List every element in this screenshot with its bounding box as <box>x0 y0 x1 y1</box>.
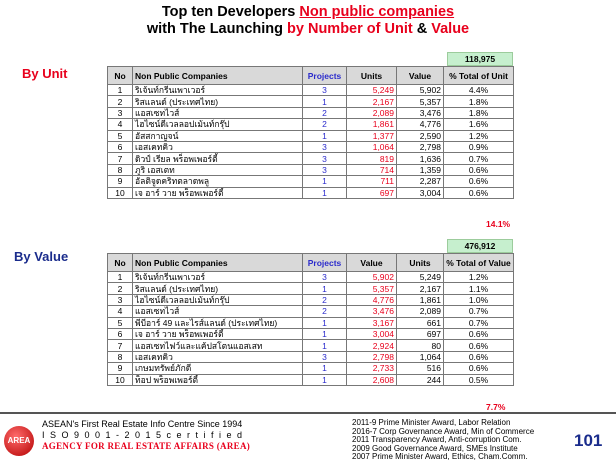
cell-no: 10 <box>108 187 133 198</box>
cell-company: ไฮไซน์ดีเวลลอปเม้นท์กรุ๊ป <box>133 294 303 305</box>
cell-projects: 3 <box>303 272 347 283</box>
cell-company: ภูริ เอสเตท <box>133 164 303 175</box>
cell-value: 2,590 <box>397 130 444 141</box>
cell-value: 3,476 <box>397 107 444 118</box>
cell-pct: 0.6% <box>444 340 514 351</box>
table-row <box>108 107 514 118</box>
table-row <box>108 340 514 351</box>
col-no: No <box>108 67 133 85</box>
cell-value: 3,167 <box>347 317 397 328</box>
value-pct-sum: 7.7% <box>486 402 506 412</box>
cell-units: 711 <box>347 176 397 187</box>
cell-pct: 1.2% <box>444 130 514 141</box>
cell-pct: 0.6% <box>444 176 514 187</box>
table-row <box>108 294 514 305</box>
cell-units: 714 <box>347 164 397 175</box>
table-row <box>108 272 514 283</box>
value-total-box: 476,912 <box>447 239 513 253</box>
col-pct: % Total of Unit <box>444 67 514 85</box>
table-header-row <box>108 254 514 272</box>
footer-divider <box>0 412 616 414</box>
cell-pct: 0.7% <box>444 317 514 328</box>
cell-value: 5,357 <box>347 283 397 294</box>
cell-no: 3 <box>108 294 133 305</box>
cell-units: 1,064 <box>397 351 444 362</box>
cell-projects: 1 <box>303 317 347 328</box>
award-line: 2009 Good Governance Award, SMEs Institute <box>352 443 518 453</box>
cell-pct: 0.6% <box>444 363 514 374</box>
cell-value: 3,004 <box>397 187 444 198</box>
award-line: 2007 Prime Minister Award, Ethics, Cham.Comm. <box>352 452 528 461</box>
cell-company: ดิวป์ เรียล พร็อพเพอร์ตี้ <box>133 153 303 164</box>
cell-pct: 0.5% <box>444 374 514 385</box>
cell-units: 697 <box>347 187 397 198</box>
award-line: 2011-9 Prime Minister Award, Labor Relation <box>352 418 511 427</box>
footer <box>0 412 616 461</box>
cell-units: 1,064 <box>347 141 397 152</box>
col-value: Value <box>397 67 444 85</box>
cell-units: 2,089 <box>347 107 397 118</box>
title-text: with The Launching <box>146 21 288 37</box>
cell-projects: 1 <box>303 176 347 187</box>
cell-no: 5 <box>108 317 133 328</box>
col-units: Units <box>397 254 444 272</box>
cell-no: 3 <box>108 107 133 118</box>
cell-pct: 1.8% <box>444 96 514 107</box>
table-row <box>108 119 514 130</box>
table-row <box>108 141 514 152</box>
title-highlight: by Number of Unit <box>287 21 413 37</box>
cell-units: 244 <box>397 374 444 385</box>
cell-company: แอสเซทไฟว์และแค้ปสโตนแอสเสท <box>133 340 303 351</box>
cell-units: 2,089 <box>397 306 444 317</box>
cell-value: 2,798 <box>397 141 444 152</box>
col-units: Units <box>347 67 397 85</box>
cell-projects: 1 <box>303 340 347 351</box>
title-highlight: Non public companies <box>299 4 455 20</box>
cell-no: 8 <box>108 351 133 362</box>
title-text: & <box>412 21 432 37</box>
title-line-2 <box>0 21 616 38</box>
cell-units: 697 <box>397 328 444 339</box>
cell-projects: 3 <box>303 153 347 164</box>
cell-projects: 1 <box>303 130 347 141</box>
col-pct: % Total of Value <box>444 254 514 272</box>
unit-pct-sum: 14.1% <box>486 219 511 229</box>
cell-pct: 1.8% <box>444 107 514 118</box>
page-number: 101 <box>574 431 603 450</box>
cell-value: 2,924 <box>347 340 397 351</box>
cell-value: 1,359 <box>397 164 444 175</box>
cell-company: ริสแลนด์ (ประเทศไทย) <box>133 96 303 107</box>
cell-no: 10 <box>108 374 133 385</box>
cell-value: 4,776 <box>397 119 444 130</box>
col-company: Non Public Companies <box>133 67 303 85</box>
cell-no: 9 <box>108 363 133 374</box>
cell-no: 2 <box>108 283 133 294</box>
cell-value: 1,636 <box>397 153 444 164</box>
cell-value: 2,608 <box>347 374 397 385</box>
cell-value: 2,798 <box>347 351 397 362</box>
table-row <box>108 187 514 198</box>
cell-company: ริเจ้นท์กรีนเพาเวอร์ <box>133 85 303 96</box>
col-no: No <box>108 254 133 272</box>
table-row <box>108 153 514 164</box>
cell-no: 7 <box>108 340 133 351</box>
cell-pct: 1.0% <box>444 294 514 305</box>
cell-units: 80 <box>397 340 444 351</box>
table-row <box>108 363 514 374</box>
footer-company-info <box>42 419 250 452</box>
table-header-row <box>108 67 514 85</box>
cell-pct: 0.6% <box>444 187 514 198</box>
title-text: Top ten Developers <box>161 4 300 20</box>
cell-company: เจ อาร์ วาย พร็อพเพอร์ตี้ <box>133 328 303 339</box>
cell-projects: 1 <box>303 283 347 294</box>
cell-units: 1,861 <box>397 294 444 305</box>
by-unit-label: By Unit <box>22 66 68 81</box>
cell-units: 516 <box>397 363 444 374</box>
cell-projects: 1 <box>303 328 347 339</box>
cell-units: 2,167 <box>397 283 444 294</box>
cell-pct: 0.6% <box>444 328 514 339</box>
cell-company: เจ อาร์ วาย พร็อพเพอร์ตี้ <box>133 187 303 198</box>
cell-pct: 1.6% <box>444 119 514 130</box>
cell-no: 8 <box>108 164 133 175</box>
cell-company: เกษมทรัพย์ภักดี <box>133 363 303 374</box>
col-value: Value <box>347 254 397 272</box>
by-unit-table <box>107 66 514 199</box>
col-projects: Projects <box>303 67 347 85</box>
cell-company: อัลติจูดคริทตลาดพลู <box>133 176 303 187</box>
cell-value: 3,004 <box>347 328 397 339</box>
cell-value: 5,357 <box>397 96 444 107</box>
cell-projects: 2 <box>303 119 347 130</box>
cell-no: 4 <box>108 119 133 130</box>
table-row <box>108 85 514 96</box>
cell-value: 4,776 <box>347 294 397 305</box>
cell-projects: 1 <box>303 363 347 374</box>
cell-pct: 4.4% <box>444 85 514 96</box>
cell-projects: 3 <box>303 351 347 362</box>
cell-units: 1,861 <box>347 119 397 130</box>
cell-units: 5,249 <box>347 85 397 96</box>
cell-pct: 1.1% <box>444 283 514 294</box>
cell-company: แอสเซทไวส์ <box>133 107 303 118</box>
cell-projects: 1 <box>303 96 347 107</box>
table-row <box>108 176 514 187</box>
cell-projects: 3 <box>303 164 347 175</box>
cell-no: 1 <box>108 85 133 96</box>
table-row <box>108 164 514 175</box>
footer-iso: I S O 9 0 0 1 - 2 0 1 5 c e r t i f i e d <box>42 430 244 440</box>
cell-pct: 0.9% <box>444 141 514 152</box>
col-company: Non Public Companies <box>133 254 303 272</box>
cell-projects: 1 <box>303 374 347 385</box>
cell-value: 3,476 <box>347 306 397 317</box>
cell-company: ท็อป พร็อพเพอร์ตี้ <box>133 374 303 385</box>
cell-projects: 2 <box>303 306 347 317</box>
cell-no: 1 <box>108 272 133 283</box>
table-row <box>108 374 514 385</box>
cell-company: อัสสกาญจน์ <box>133 130 303 141</box>
table-row <box>108 130 514 141</box>
cell-no: 5 <box>108 130 133 141</box>
cell-company: เอสเคทคิว <box>133 141 303 152</box>
cell-pct: 0.7% <box>444 153 514 164</box>
cell-units: 819 <box>347 153 397 164</box>
cell-projects: 2 <box>303 294 347 305</box>
cell-projects: 3 <box>303 85 347 96</box>
cell-pct: 0.6% <box>444 164 514 175</box>
footer-awards <box>352 419 534 461</box>
cell-no: 2 <box>108 96 133 107</box>
cell-pct: 1.2% <box>444 272 514 283</box>
col-projects: Projects <box>303 254 347 272</box>
cell-no: 6 <box>108 328 133 339</box>
cell-company: แอสเซทไวส์ <box>133 306 303 317</box>
by-value-table <box>107 253 514 386</box>
table-row <box>108 96 514 107</box>
page-title <box>0 4 616 38</box>
cell-company: ไฮไซน์ดีเวลลอปเม้นท์กรุ๊ป <box>133 119 303 130</box>
cell-no: 9 <box>108 176 133 187</box>
cell-company: ริเจ้นท์กรีนเพาเวอร์ <box>133 272 303 283</box>
cell-value: 5,902 <box>397 85 444 96</box>
cell-value: 5,902 <box>347 272 397 283</box>
table-row <box>108 351 514 362</box>
cell-no: 7 <box>108 153 133 164</box>
table-row <box>108 283 514 294</box>
cell-company: เอสเคทคิว <box>133 351 303 362</box>
cell-units: 1,377 <box>347 130 397 141</box>
cell-units: 2,167 <box>347 96 397 107</box>
area-logo-icon: AREA <box>4 426 34 456</box>
cell-no: 4 <box>108 306 133 317</box>
table-row <box>108 317 514 328</box>
cell-projects: 2 <box>303 107 347 118</box>
cell-value: 2,733 <box>347 363 397 374</box>
cell-units: 5,249 <box>397 272 444 283</box>
cell-company: พีบีอาร์ 49 และไรส์แลนด์ (ประเทศไทย) <box>133 317 303 328</box>
cell-units: 661 <box>397 317 444 328</box>
by-value-label: By Value <box>14 249 69 264</box>
cell-pct: 0.7% <box>444 306 514 317</box>
award-line: 2011 Transparency Award, Anti-corruption Com. <box>352 435 522 444</box>
cell-projects: 1 <box>303 187 347 198</box>
table-row <box>108 306 514 317</box>
table-row <box>108 328 514 339</box>
cell-value: 2,287 <box>397 176 444 187</box>
title-highlight: Value <box>431 21 470 37</box>
cell-pct: 0.6% <box>444 351 514 362</box>
award-line: 2016-7 Corp Governance Award, Min of Commerce <box>352 426 535 436</box>
unit-total-box: 118,975 <box>447 52 513 66</box>
cell-no: 6 <box>108 141 133 152</box>
footer-tagline: ASEAN's First Real Estate Info Centre Since 1994 <box>42 419 243 429</box>
cell-projects: 3 <box>303 141 347 152</box>
footer-agency-name: AGENCY FOR REAL ESTATE AFFAIRS (AREA) <box>42 441 251 451</box>
title-line-1 <box>0 4 616 21</box>
cell-company: ริสแลนด์ (ประเทศไทย) <box>133 283 303 294</box>
